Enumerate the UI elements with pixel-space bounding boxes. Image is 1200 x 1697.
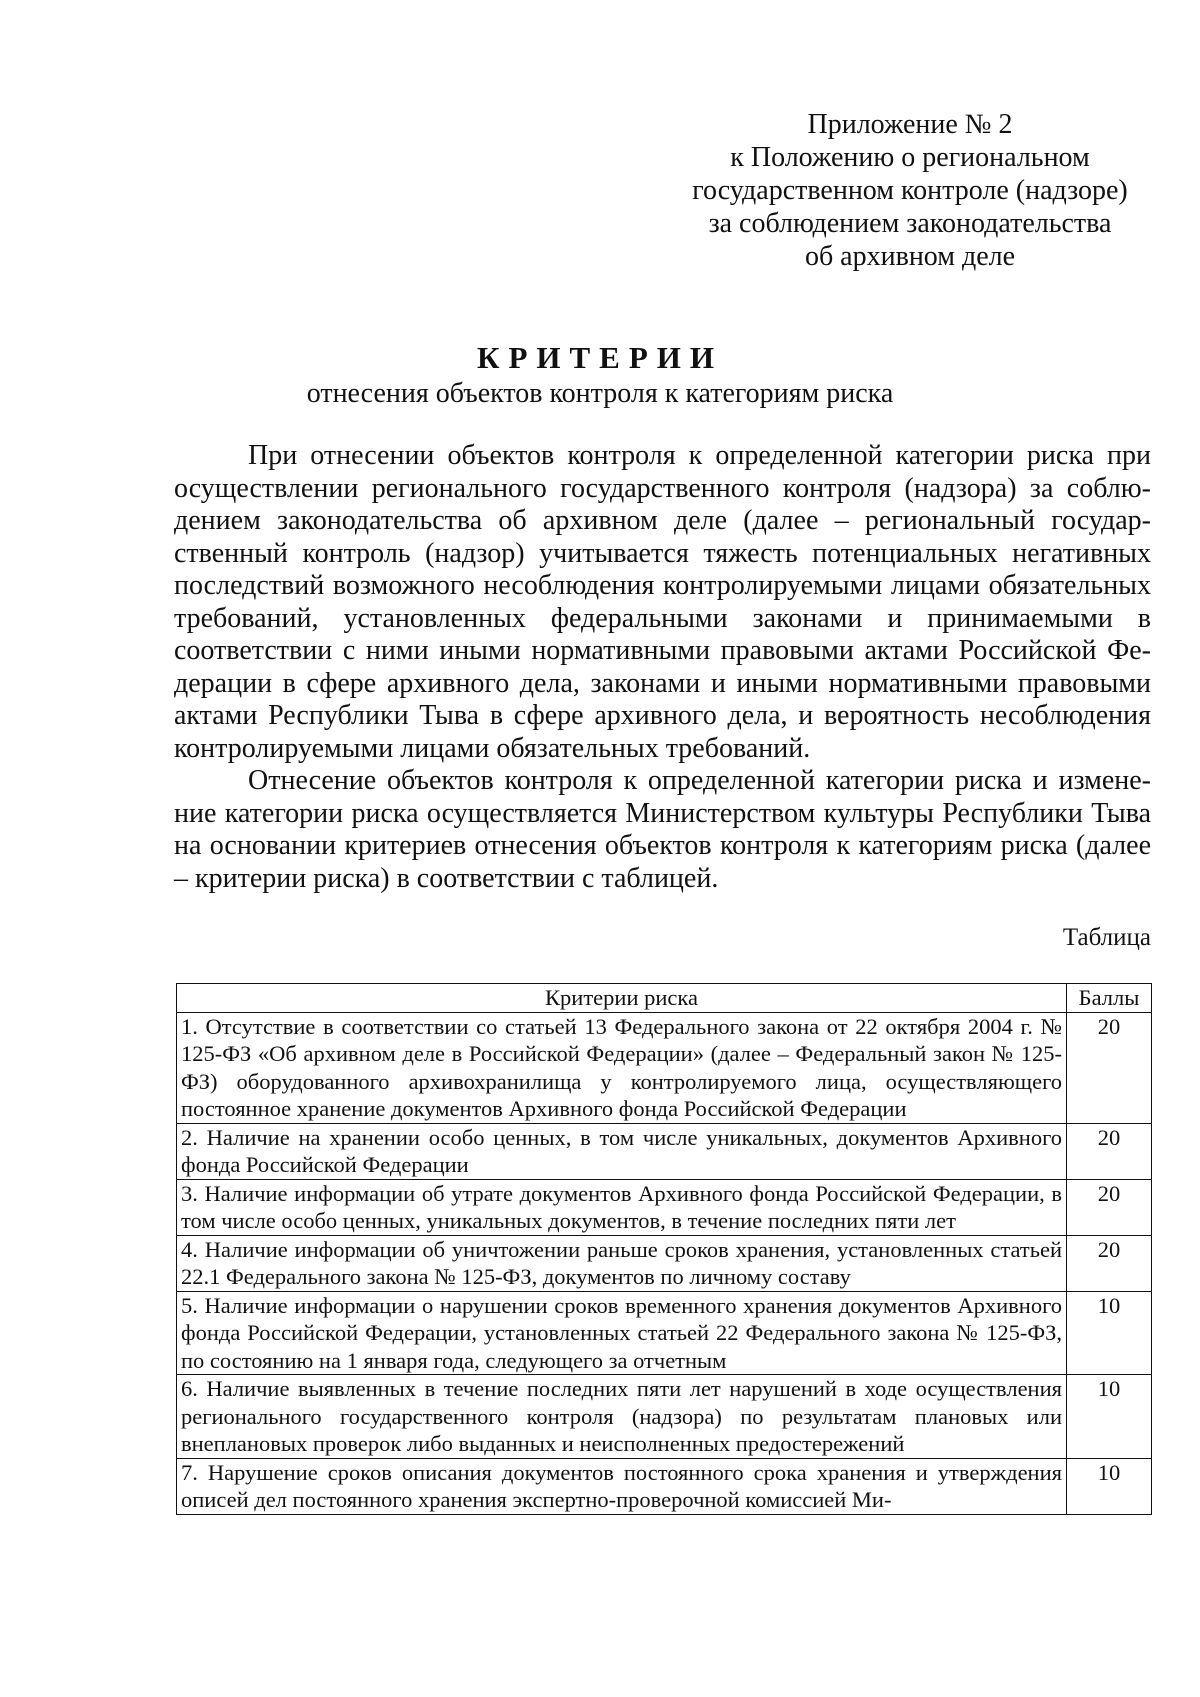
criterion-points: 10 <box>1067 1458 1152 1514</box>
table-row <box>177 1235 1152 1291</box>
criterion-points: 10 <box>1067 1375 1152 1459</box>
table-row <box>177 1123 1152 1179</box>
appendix-line: за соблюдением законодательства <box>708 208 1112 239</box>
table-header-row <box>177 984 1152 1013</box>
criterion-text: 4. Наличие информации об уничтожении раньше сроков хранения, установленных статьей 22.1 Федерального закона № 125-ФЗ, документов по личному составу <box>177 1235 1067 1291</box>
table-row <box>177 1458 1152 1514</box>
criterion-points: 20 <box>1067 1179 1152 1235</box>
table-row <box>177 1375 1152 1459</box>
table-row <box>177 1012 1152 1123</box>
criterion-text: 6. Наличие выявленных в течение последних пяти лет нарушений в ходе осуществления регионального государственного контроля (надзора) по результатам плановых или внеплановых проверок либо выданных и неисполненных предостережений <box>177 1375 1067 1459</box>
table-row <box>177 1179 1152 1235</box>
criterion-text: 1. Отсутствие в соответствии со статьей 13 Федерального закона от 22 октября 2004 г. № 125-ФЗ «Об архивном деле в Российской Федерации» (далее – Федеральный закон № 125-ФЗ) оборудованного архивохранилища у контролируемого лица, осуществляющего постоянное хранение документов Архивного фонда Российской Федерации <box>177 1012 1067 1123</box>
criterion-points: 20 <box>1067 1012 1152 1123</box>
appendix-line: к Положению о региональном <box>730 142 1090 173</box>
table-caption: Таблица <box>1062 924 1151 951</box>
table-row <box>177 1291 1152 1375</box>
criterion-points: 10 <box>1067 1291 1152 1375</box>
document-subtitle: отнесения объектов контроля к категориям риска <box>306 378 894 409</box>
criterion-points: 20 <box>1067 1235 1152 1291</box>
criterion-text: 7. Нарушение сроков описания документов постоянного срока хранения и утверждения описей дел постоянного хранения экспертно-проверочной комиссией Ми- <box>177 1458 1067 1514</box>
paragraph-intro: При отнесении объектов контроля к определенной категории риска при осуществлении регионального государственного контроля (надзора) за соблюдением законодательства об архивном деле (далее – региональный государственный контроль (надзор) учитывается тяжесть потенциальных негативных последствий возможного несоблюдения контролируемыми лицами обязательных требований, установленных федеральными законами и принимаемыми в соответствии с ними иными нормативными правовыми актами Российской Федерации в сфере архивного дела, законами и иными нормативными правовыми актами Республики Тыва в сфере архивного дела, и вероятность несоблюдения контролируемыми лицами обязательных требований. <box>174 440 1151 764</box>
document-title: КРИТЕРИИ <box>476 340 724 375</box>
header-points: Баллы <box>1067 984 1152 1013</box>
appendix-line: об архивном деле <box>804 241 1016 272</box>
appendix-line: государственном контроле (надзоре) <box>692 175 1128 206</box>
appendix-block <box>640 108 1180 273</box>
criterion-points: 20 <box>1067 1123 1152 1179</box>
paragraph-assignment: Отнесение объектов контроля к определенной категории риска и изменение категории риска осуществляется Министерством культуры Республики Тыва на основании критериев отнесения объектов контроля к категориям риска (далее – критерии риска) в соответствии с таблицей. <box>174 765 1151 894</box>
criteria-table <box>176 983 1152 1515</box>
criterion-text: 5. Наличие информации о нарушении сроков временного хранения документов Архивного фонда Российской Федерации, установленных статьей 22 Федерального закона № 125-ФЗ, по состоянию на 1 января года, следующего за отчетным <box>177 1291 1067 1375</box>
body-text <box>174 440 1151 895</box>
header-criteria: Критерии риска <box>177 984 1067 1013</box>
criterion-text: 2. Наличие на хранении особо ценных, в том числе уникальных, документов Архивного фонда Российской Федерации <box>177 1123 1067 1179</box>
appendix-line: Приложение № 2 <box>807 109 1013 140</box>
criterion-text: 3. Наличие информации об утрате документов Архивного фонда Российской Федерации, в том числе особо ценных, уникальных документов, в течение последних пяти лет <box>177 1179 1067 1235</box>
